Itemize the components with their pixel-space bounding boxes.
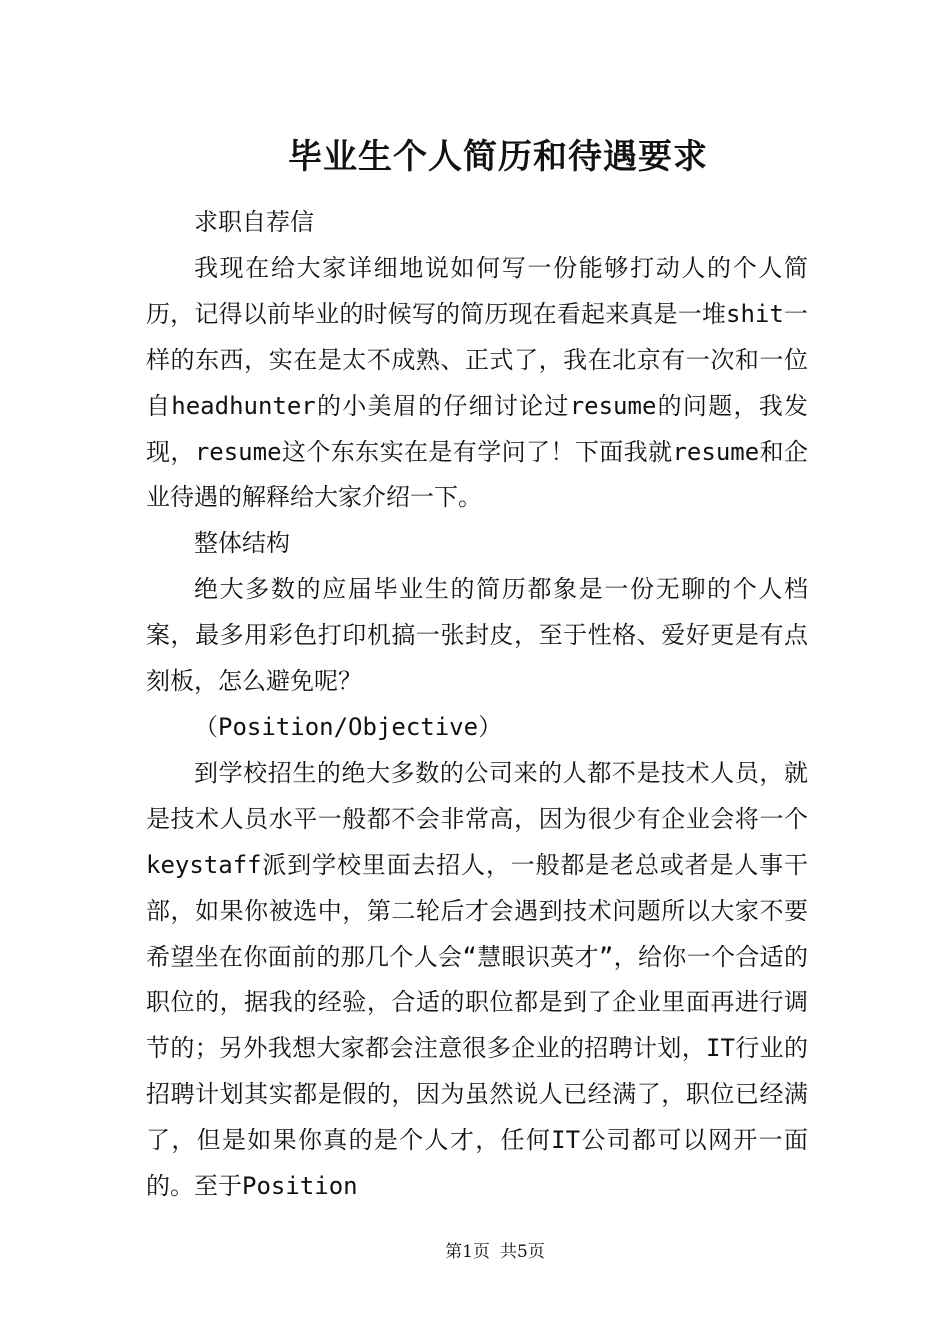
page-number: 第1页 — [445, 1242, 490, 1262]
paragraph-position-body: 到学校招生的绝大多数的公司来的人都不是技术人员，就是技术人员水平一般都不会非常高，因为很少有企业会将一个keystaff派到学校里面去招人，一般都是老总或者是人事干部，如果你被选中，第二轮后才会遇到技术问题所以大家不要希望坐在你面前的那几个人会“慧眼识英才”，给你一个合适的职位的，据我的经验，合适的职位都是到了企业里面再进行调节的；另外我想大家都会注意很多企业的招聘计划，IT行业的招聘计划其实都是假的，因为虽然说人已经满了，职位已经满了，但是如果你真的是个人才，任何IT公司都可以网开一面的。至于Position — [146, 758, 808, 1201]
page-footer — [0, 1240, 950, 1264]
document-title: 毕业生个人简历和待遇要求 — [288, 137, 708, 177]
paragraph-intro: 我现在给大家详细地说如何写一份能够打动人的个人简历，记得以前毕业的时候写的简历现在看起来真是一堆shit一样的东西，实在是太不成熟、正式了，我在北京有一次和一位自headhunter的小美眉的仔细讨论过resume的问题，我发现，resume这个东东实在是有学问了！下面我就resume和企业待遇的解释给大家介绍一下。 — [146, 253, 808, 512]
page-total: 共5页 — [500, 1242, 545, 1262]
paragraph-cover-letter-heading: 求职自荐信 — [194, 208, 314, 236]
paragraph-structure-body: 绝大多数的应届毕业生的简历都象是一份无聊的个人档案，最多用彩色打印机搞一张封皮，至于性格、爱好更是有点刻板，怎么避免呢？ — [146, 575, 808, 696]
document-body — [146, 200, 808, 1210]
paragraph-position-heading: （Position/Objective） — [194, 712, 503, 741]
paragraph-structure-heading: 整体结构 — [194, 529, 290, 558]
